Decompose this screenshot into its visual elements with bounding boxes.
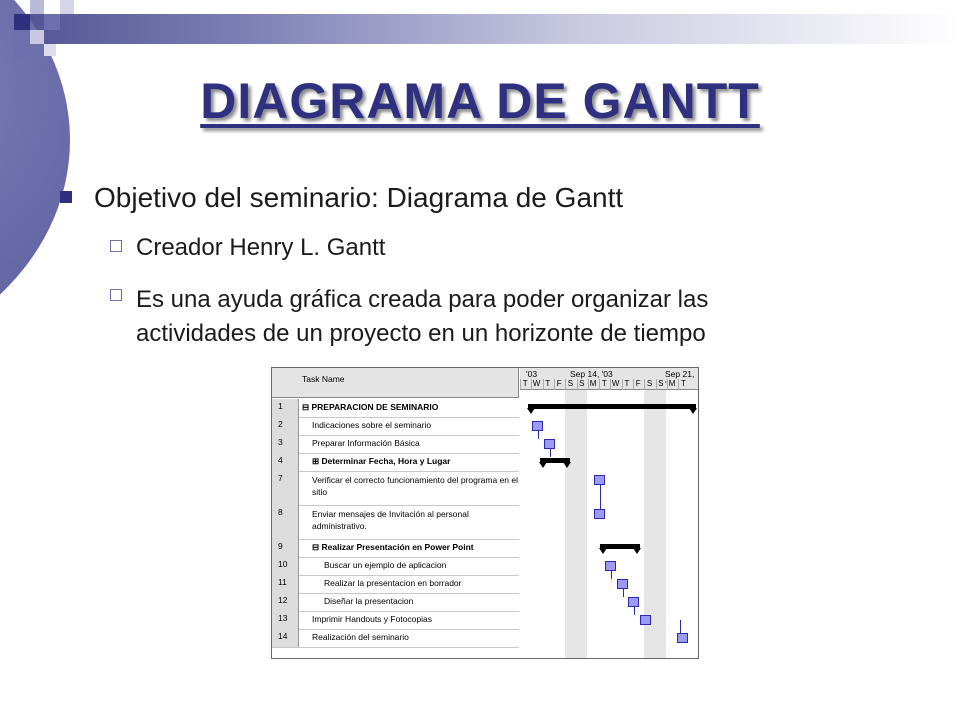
dependency-link [623, 589, 624, 597]
timescale-header [520, 368, 698, 390]
task-name: Realización del seminario [312, 632, 409, 642]
day-letter: W [532, 379, 541, 388]
task-bar [628, 597, 639, 607]
task-name: Verificar el correcto funcionamiento del programa en el sitio [312, 475, 518, 497]
gantt-row [272, 575, 519, 594]
row-number: 10 [272, 557, 299, 575]
row-number: 12 [272, 593, 299, 611]
gantt-row [272, 593, 519, 612]
header-gradient-bar [0, 14, 960, 44]
bullet-box-icon [110, 240, 122, 252]
task-bar [677, 633, 688, 643]
row-number: 7 [272, 471, 299, 505]
task-name: Buscar un ejemplo de aplicacion [324, 560, 447, 570]
day-letter: T [622, 379, 632, 390]
sub-bullet-2-text [136, 283, 916, 351]
task-name: ⊟ PREPARACION DE SEMINARIO [302, 402, 439, 412]
task-name: Enviar mensajes de Invitación al personal administrativo. [312, 509, 469, 531]
summary-cap [599, 548, 607, 554]
task-bar [594, 509, 605, 519]
gantt-row [272, 629, 519, 648]
task-name: ⊞ Determinar Fecha, Hora y Lugar [312, 456, 451, 466]
week-label-1: '03 [526, 369, 538, 379]
summary-cap [527, 408, 535, 414]
task-name: Imprimir Handouts y Fotocopias [312, 614, 432, 624]
task-bar [594, 475, 605, 485]
gantt-row [272, 453, 519, 472]
week-label-2: Sep 14, '03 [570, 369, 613, 379]
summary-cap [539, 462, 547, 468]
day-letter: M [668, 379, 676, 388]
task-bar [544, 439, 555, 449]
row-number: 8 [272, 505, 299, 539]
day-letter: F [633, 379, 643, 390]
task-name: Diseñar la presentacion [324, 596, 414, 606]
row-number: 13 [272, 611, 299, 629]
dependency-link [538, 431, 539, 439]
task-bar [640, 615, 651, 625]
day-letter: S [577, 379, 587, 390]
row-number: 9 [272, 539, 299, 557]
weekend-shading [565, 390, 587, 658]
day-letter: S [656, 379, 666, 390]
day-letter: S [565, 379, 575, 390]
dependency-link [634, 607, 635, 615]
day-letter: T [543, 379, 553, 390]
summary-bar [528, 404, 696, 409]
task-bar [532, 421, 543, 431]
task-bar [617, 579, 628, 589]
day-letter: F [554, 379, 564, 390]
gantt-row [272, 471, 519, 506]
gantt-row [272, 557, 519, 576]
dependency-link [611, 571, 612, 579]
gantt-row [272, 417, 519, 436]
gantt-row [272, 539, 519, 558]
bullet-box-icon [110, 289, 122, 301]
day-letter: T [599, 379, 609, 390]
main-bullet [60, 182, 623, 214]
sub-bullet-1-text: Creador Henry L. Gantt [136, 234, 386, 261]
gantt-timeline [520, 390, 698, 658]
summary-cap [563, 462, 571, 468]
task-name: Preparar Información Básica [312, 438, 420, 448]
main-bullet-text: Objetivo del seminario: Diagrama de Gantt [94, 182, 624, 213]
summary-cap [689, 408, 697, 414]
task-bar [605, 561, 616, 571]
gantt-row [272, 611, 519, 630]
summary-cap [633, 548, 641, 554]
sub-bullet-2-line2: actividades de un proyecto en un horizonte de tiempo [136, 320, 706, 347]
gantt-chart-image [271, 367, 699, 659]
row-number: 4 [272, 453, 299, 471]
day-letter: T [520, 379, 530, 390]
task-name-header: Task Name [302, 374, 345, 384]
row-number: 2 [272, 417, 299, 435]
day-letter: S [644, 379, 654, 390]
day-letter: W [611, 379, 620, 388]
row-number: 1 [272, 399, 299, 417]
row-number: 11 [272, 575, 299, 593]
gantt-row [272, 399, 519, 418]
sub-bullet-2-line1: Es una ayuda gráfica creada para poder organizar las [136, 286, 709, 313]
week-label-3: Sep 21, ' [665, 369, 695, 389]
sub-bullet-2 [110, 283, 916, 351]
row-number: 3 [272, 435, 299, 453]
gantt-row [272, 435, 519, 454]
row-number: 14 [272, 629, 299, 647]
day-letter: M [589, 379, 597, 388]
dependency-link [600, 485, 601, 509]
dependency-link [550, 449, 551, 457]
day-letter: T [678, 379, 688, 390]
slide-title: DIAGRAMA DE GANTT [200, 73, 760, 129]
task-name: ⊟ Realizar Presentación en Power Point [312, 542, 474, 552]
gantt-row [272, 505, 519, 540]
task-name: Indicaciones sobre el seminario [312, 420, 432, 430]
sub-bullet-1 [110, 234, 385, 262]
bullet-square-icon [60, 191, 72, 203]
task-header [272, 368, 519, 398]
dependency-link [680, 620, 681, 633]
task-name: Realizar la presentacion en borrador [324, 578, 462, 588]
